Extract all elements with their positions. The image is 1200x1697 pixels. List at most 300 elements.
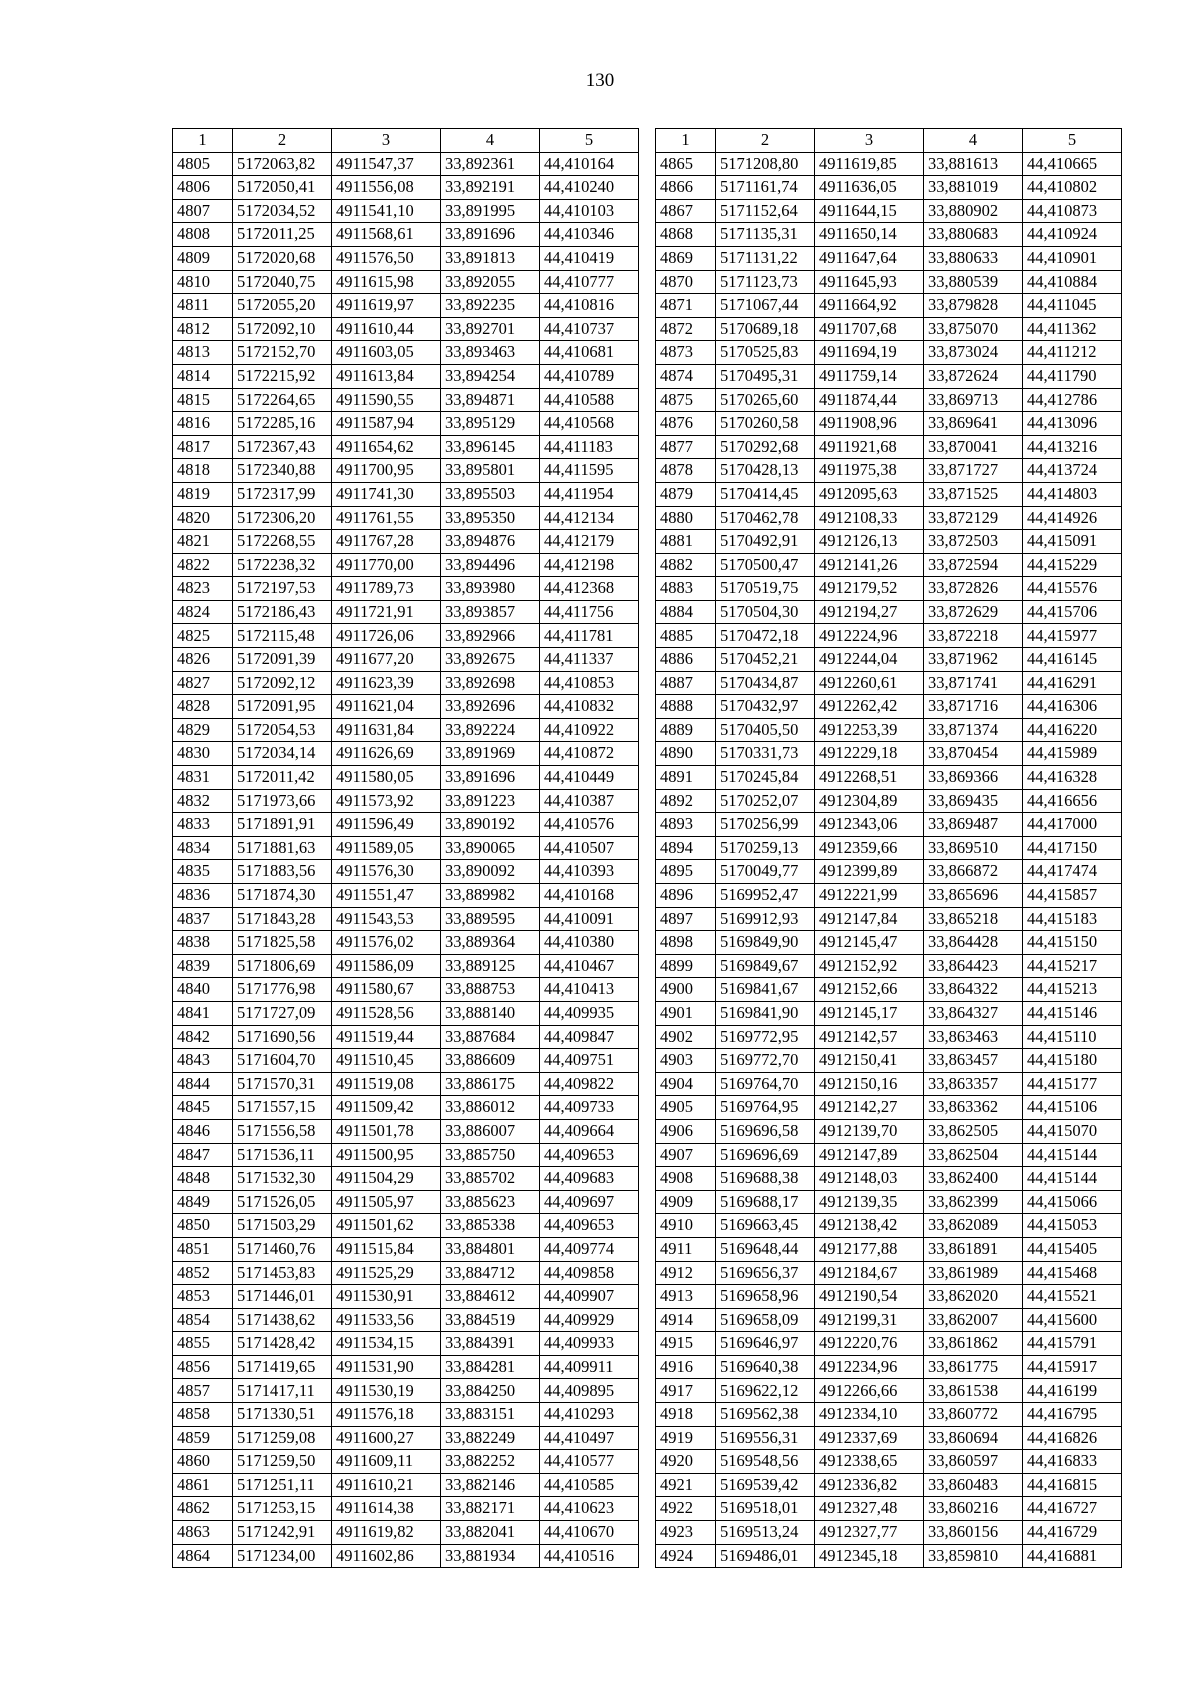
table-cell: 4911619,82 xyxy=(332,1521,441,1545)
table-cell: 4902 xyxy=(656,1025,716,1049)
table-cell: 5171419,65 xyxy=(233,1355,332,1379)
table-cell: 44,410164 xyxy=(540,152,639,176)
table-cell: 5169696,58 xyxy=(716,1119,815,1143)
table-cell: 44,410884 xyxy=(1023,270,1122,294)
table-cell: 5171825,58 xyxy=(233,931,332,955)
table-row xyxy=(173,742,639,766)
table-row xyxy=(656,766,1122,790)
table-row xyxy=(173,978,639,1002)
table-cell: 44,416729 xyxy=(1023,1521,1122,1545)
table-cell: 4911610,44 xyxy=(332,317,441,341)
table-cell: 5171604,70 xyxy=(233,1049,332,1073)
table-cell: 4911874,44 xyxy=(815,388,924,412)
table-cell: 44,412198 xyxy=(540,553,639,577)
table-row xyxy=(173,1025,639,1049)
table-row xyxy=(173,553,639,577)
table-cell: 5169696,69 xyxy=(716,1143,815,1167)
table-cell: 5171874,30 xyxy=(233,884,332,908)
table-cell: 33,872624 xyxy=(924,364,1023,388)
table-cell: 44,415468 xyxy=(1023,1261,1122,1285)
table-cell: 4912399,89 xyxy=(815,860,924,884)
table-cell: 5172092,12 xyxy=(233,671,332,695)
table-row xyxy=(173,1049,639,1073)
table-cell: 33,891969 xyxy=(441,742,540,766)
table-cell: 44,410387 xyxy=(540,789,639,813)
table-cell: 5170432,97 xyxy=(716,695,815,719)
table-cell: 44,411954 xyxy=(540,482,639,506)
table-cell: 4911556,08 xyxy=(332,176,441,200)
table-cell: 5171428,42 xyxy=(233,1332,332,1356)
table-cell: 33,871741 xyxy=(924,671,1023,695)
table-cell: 4852 xyxy=(173,1261,233,1285)
table-cell: 5172063,82 xyxy=(233,152,332,176)
table-cell: 4912145,17 xyxy=(815,1001,924,1025)
table-cell: 33,863357 xyxy=(924,1072,1023,1096)
table-cell: 5170245,84 xyxy=(716,766,815,790)
table-cell: 44,410240 xyxy=(540,176,639,200)
table-cell: 33,861862 xyxy=(924,1332,1023,1356)
table-cell: 4916 xyxy=(656,1355,716,1379)
table-cell: 4921 xyxy=(656,1473,716,1497)
table-cell: 33,882249 xyxy=(441,1426,540,1450)
table-cell: 5170049,77 xyxy=(716,860,815,884)
table-cell: 4812 xyxy=(173,317,233,341)
table-cell: 33,881613 xyxy=(924,152,1023,176)
table-cell: 44,410681 xyxy=(540,341,639,365)
table-cell: 44,414926 xyxy=(1023,506,1122,530)
table-cell: 5172020,68 xyxy=(233,246,332,270)
table-row xyxy=(173,1497,639,1521)
table-cell: 4911519,08 xyxy=(332,1072,441,1096)
table-cell: 44,416220 xyxy=(1023,718,1122,742)
column-header: 1 xyxy=(173,129,233,153)
table-cell: 33,889364 xyxy=(441,931,540,955)
table-cell: 44,410576 xyxy=(540,813,639,837)
table-cell: 5171973,66 xyxy=(233,789,332,813)
table-row xyxy=(173,435,639,459)
table-cell: 5170292,68 xyxy=(716,435,815,459)
table-row xyxy=(173,1261,639,1285)
table-cell: 4877 xyxy=(656,435,716,459)
table-row xyxy=(173,1544,639,1568)
table-row xyxy=(656,1308,1122,1332)
table-cell: 33,896145 xyxy=(441,435,540,459)
table-cell: 33,862089 xyxy=(924,1214,1023,1238)
table-cell: 33,862007 xyxy=(924,1308,1023,1332)
table-cell: 4911589,05 xyxy=(332,836,441,860)
table-cell: 33,889125 xyxy=(441,954,540,978)
table-row xyxy=(656,860,1122,884)
table-cell: 4911726,06 xyxy=(332,624,441,648)
table-cell: 4912266,66 xyxy=(815,1379,924,1403)
table-cell: 5170428,13 xyxy=(716,459,815,483)
table-row xyxy=(656,553,1122,577)
table-row xyxy=(173,1521,639,1545)
table-row xyxy=(656,1237,1122,1261)
table-cell: 44,415989 xyxy=(1023,742,1122,766)
table-cell: 33,863362 xyxy=(924,1096,1023,1120)
table-cell: 5169658,09 xyxy=(716,1308,815,1332)
table-cell: 44,415091 xyxy=(1023,530,1122,554)
table-cell: 5169656,37 xyxy=(716,1261,815,1285)
table-cell: 4920 xyxy=(656,1450,716,1474)
table-cell: 4911626,69 xyxy=(332,742,441,766)
table-row xyxy=(656,412,1122,436)
table-cell: 4911609,11 xyxy=(332,1450,441,1474)
table-cell: 4912244,04 xyxy=(815,648,924,672)
table-row xyxy=(173,648,639,672)
table-cell: 33,892698 xyxy=(441,671,540,695)
table-cell: 33,891696 xyxy=(441,223,540,247)
table-row xyxy=(656,530,1122,554)
table-cell: 4911543,53 xyxy=(332,907,441,931)
table-row xyxy=(656,152,1122,176)
table-cell: 33,884281 xyxy=(441,1355,540,1379)
table-cell: 4922 xyxy=(656,1497,716,1521)
table-cell: 5169646,97 xyxy=(716,1332,815,1356)
table-row xyxy=(656,624,1122,648)
table-cell: 44,416199 xyxy=(1023,1379,1122,1403)
table-cell: 4846 xyxy=(173,1119,233,1143)
table-row xyxy=(173,364,639,388)
table-cell: 5171259,50 xyxy=(233,1450,332,1474)
table-cell: 44,416656 xyxy=(1023,789,1122,813)
table-cell: 4874 xyxy=(656,364,716,388)
table-cell: 4876 xyxy=(656,412,716,436)
table-cell: 5170495,31 xyxy=(716,364,815,388)
table-cell: 5172186,43 xyxy=(233,600,332,624)
table-cell: 4892 xyxy=(656,789,716,813)
table-cell: 44,411337 xyxy=(540,648,639,672)
table-cell: 44,415053 xyxy=(1023,1214,1122,1238)
table-cell: 33,871716 xyxy=(924,695,1023,719)
table-cell: 4911664,92 xyxy=(815,294,924,318)
table-row xyxy=(656,223,1122,247)
table-cell: 5169688,38 xyxy=(716,1167,815,1191)
table-cell: 4911636,05 xyxy=(815,176,924,200)
table-cell: 4911789,73 xyxy=(332,577,441,601)
table-cell: 5169648,44 xyxy=(716,1237,815,1261)
table-row xyxy=(656,695,1122,719)
table-cell: 33,869487 xyxy=(924,813,1023,837)
table-cell: 44,415217 xyxy=(1023,954,1122,978)
table-row xyxy=(173,388,639,412)
table-cell: 4911650,14 xyxy=(815,223,924,247)
table-cell: 44,415146 xyxy=(1023,1001,1122,1025)
table-cell: 5169688,17 xyxy=(716,1190,815,1214)
table-row xyxy=(173,1167,639,1191)
table-cell: 4870 xyxy=(656,270,716,294)
table-cell: 4911610,21 xyxy=(332,1473,441,1497)
table-cell: 4911515,84 xyxy=(332,1237,441,1261)
table-cell: 44,415576 xyxy=(1023,577,1122,601)
table-cell: 4912095,63 xyxy=(815,482,924,506)
table-cell: 44,412786 xyxy=(1023,388,1122,412)
table-cell: 4912148,03 xyxy=(815,1167,924,1191)
table-cell: 33,893980 xyxy=(441,577,540,601)
table-cell: 4837 xyxy=(173,907,233,931)
table-cell: 33,862504 xyxy=(924,1143,1023,1167)
table-cell: 44,411595 xyxy=(540,459,639,483)
table-cell: 5171152,64 xyxy=(716,199,815,223)
table-cell: 44,410419 xyxy=(540,246,639,270)
table-cell: 4839 xyxy=(173,954,233,978)
table-cell: 44,415600 xyxy=(1023,1308,1122,1332)
table-row xyxy=(173,1450,639,1474)
table-cell: 33,864322 xyxy=(924,978,1023,1002)
table-row xyxy=(173,270,639,294)
table-row xyxy=(656,1332,1122,1356)
table-cell: 4896 xyxy=(656,884,716,908)
table-cell: 33,884612 xyxy=(441,1285,540,1309)
table-cell: 44,409933 xyxy=(540,1332,639,1356)
table-cell: 33,894254 xyxy=(441,364,540,388)
table-cell: 44,415066 xyxy=(1023,1190,1122,1214)
table-cell: 4912142,27 xyxy=(815,1096,924,1120)
table-cell: 5171259,08 xyxy=(233,1426,332,1450)
table-cell: 4816 xyxy=(173,412,233,436)
table-cell: 44,410873 xyxy=(1023,199,1122,223)
table-cell: 5170492,91 xyxy=(716,530,815,554)
table-cell: 5172050,41 xyxy=(233,176,332,200)
table-cell: 33,880902 xyxy=(924,199,1023,223)
table-row xyxy=(656,1403,1122,1427)
table-cell: 5172034,14 xyxy=(233,742,332,766)
table-cell: 4824 xyxy=(173,600,233,624)
table-cell: 5170252,07 xyxy=(716,789,815,813)
table-cell: 4912253,39 xyxy=(815,718,924,742)
table-cell: 5172091,39 xyxy=(233,648,332,672)
table-cell: 44,410816 xyxy=(540,294,639,318)
table-cell: 33,892224 xyxy=(441,718,540,742)
table-cell: 44,409697 xyxy=(540,1190,639,1214)
table-cell: 5170504,30 xyxy=(716,600,815,624)
table-row xyxy=(656,459,1122,483)
table-cell: 4889 xyxy=(656,718,716,742)
table-cell: 4911694,19 xyxy=(815,341,924,365)
table-cell: 4912152,92 xyxy=(815,954,924,978)
table-cell: 33,872594 xyxy=(924,553,1023,577)
table-row xyxy=(656,482,1122,506)
table-cell: 44,411045 xyxy=(1023,294,1122,318)
table-cell: 5172054,53 xyxy=(233,718,332,742)
table-row xyxy=(173,789,639,813)
table-cell: 44,415229 xyxy=(1023,553,1122,577)
table-cell: 4912229,18 xyxy=(815,742,924,766)
table-cell: 4881 xyxy=(656,530,716,554)
table-cell: 4907 xyxy=(656,1143,716,1167)
table-cell: 33,892235 xyxy=(441,294,540,318)
table-cell: 33,862020 xyxy=(924,1285,1023,1309)
table-row xyxy=(173,836,639,860)
table-cell: 4912147,84 xyxy=(815,907,924,931)
table-cell: 4912199,31 xyxy=(815,1308,924,1332)
table-cell: 4912359,66 xyxy=(815,836,924,860)
table-row xyxy=(656,1049,1122,1073)
table-cell: 33,861989 xyxy=(924,1261,1023,1285)
table-cell: 4918 xyxy=(656,1403,716,1427)
table-cell: 33,869713 xyxy=(924,388,1023,412)
table-cell: 44,415144 xyxy=(1023,1143,1122,1167)
table-cell: 4912262,42 xyxy=(815,695,924,719)
table-cell: 44,415177 xyxy=(1023,1072,1122,1096)
table-cell: 5171251,11 xyxy=(233,1473,332,1497)
table-cell: 5169764,95 xyxy=(716,1096,815,1120)
table-row xyxy=(656,954,1122,978)
table-cell: 33,863463 xyxy=(924,1025,1023,1049)
table-cell: 44,410588 xyxy=(540,388,639,412)
table-cell: 44,410168 xyxy=(540,884,639,908)
table-cell: 5171234,00 xyxy=(233,1544,332,1568)
table-cell: 44,415183 xyxy=(1023,907,1122,931)
table-cell: 44,415857 xyxy=(1023,884,1122,908)
table-cell: 5170256,99 xyxy=(716,813,815,837)
table-cell: 33,888753 xyxy=(441,978,540,1002)
table-cell: 4893 xyxy=(656,813,716,837)
table-row xyxy=(656,1450,1122,1474)
table-cell: 4911647,64 xyxy=(815,246,924,270)
table-row xyxy=(173,1308,639,1332)
table-cell: 4912150,41 xyxy=(815,1049,924,1073)
table-row xyxy=(656,1167,1122,1191)
table-cell: 44,409664 xyxy=(540,1119,639,1143)
table-cell: 4888 xyxy=(656,695,716,719)
table-cell: 4912234,96 xyxy=(815,1355,924,1379)
table-cell: 4912141,26 xyxy=(815,553,924,577)
table-cell: 4911619,85 xyxy=(815,152,924,176)
table-cell: 33,884519 xyxy=(441,1308,540,1332)
table-cell: 4891 xyxy=(656,766,716,790)
table-cell: 4835 xyxy=(173,860,233,884)
table-cell: 4912336,82 xyxy=(815,1473,924,1497)
table-row xyxy=(656,1497,1122,1521)
table-cell: 44,413724 xyxy=(1023,459,1122,483)
table-cell: 44,415110 xyxy=(1023,1025,1122,1049)
table-body xyxy=(173,152,639,1568)
table-cell: 4842 xyxy=(173,1025,233,1049)
table-cell: 44,416328 xyxy=(1023,766,1122,790)
table-cell: 4911509,42 xyxy=(332,1096,441,1120)
table-cell: 5170265,60 xyxy=(716,388,815,412)
table-cell: 4911759,14 xyxy=(815,364,924,388)
table-cell: 4912220,76 xyxy=(815,1332,924,1356)
table-cell: 4838 xyxy=(173,931,233,955)
table-cell: 5172092,10 xyxy=(233,317,332,341)
table-cell: 33,861775 xyxy=(924,1355,1023,1379)
table-cell: 44,410091 xyxy=(540,907,639,931)
table-cell: 4912194,27 xyxy=(815,600,924,624)
table-cell: 5170525,83 xyxy=(716,341,815,365)
table-cell: 4912304,89 xyxy=(815,789,924,813)
table-cell: 44,417150 xyxy=(1023,836,1122,860)
table-cell: 4856 xyxy=(173,1355,233,1379)
table-row xyxy=(173,246,639,270)
table-row xyxy=(173,1143,639,1167)
column-header: 2 xyxy=(233,129,332,153)
table-header xyxy=(656,129,1122,153)
table-cell: 33,869366 xyxy=(924,766,1023,790)
table-cell: 5171532,30 xyxy=(233,1167,332,1191)
table-row xyxy=(656,1214,1122,1238)
table-cell: 33,879828 xyxy=(924,294,1023,318)
table-cell: 33,870041 xyxy=(924,435,1023,459)
table-row xyxy=(173,954,639,978)
table-cell: 5171570,31 xyxy=(233,1072,332,1096)
table-cell: 4873 xyxy=(656,341,716,365)
table-cell: 33,893857 xyxy=(441,600,540,624)
table-cell: 4912268,51 xyxy=(815,766,924,790)
table-cell: 5171503,29 xyxy=(233,1214,332,1238)
table-row xyxy=(173,530,639,554)
table-cell: 4819 xyxy=(173,482,233,506)
table-cell: 4833 xyxy=(173,813,233,837)
table-cell: 33,895350 xyxy=(441,506,540,530)
table-cell: 4830 xyxy=(173,742,233,766)
table-cell: 44,415977 xyxy=(1023,624,1122,648)
table-row xyxy=(173,931,639,955)
table-cell: 4924 xyxy=(656,1544,716,1568)
table-cell: 5169622,12 xyxy=(716,1379,815,1403)
table-cell: 4836 xyxy=(173,884,233,908)
table-cell: 4912338,65 xyxy=(815,1450,924,1474)
table-row xyxy=(656,1072,1122,1096)
table-cell: 44,410737 xyxy=(540,317,639,341)
table-cell: 44,409847 xyxy=(540,1025,639,1049)
table-row xyxy=(173,624,639,648)
table-cell: 4817 xyxy=(173,435,233,459)
table-cell: 44,416826 xyxy=(1023,1426,1122,1450)
table-cell: 44,416833 xyxy=(1023,1450,1122,1474)
table-cell: 4875 xyxy=(656,388,716,412)
table-cell: 33,891696 xyxy=(441,766,540,790)
table-cell: 4912138,42 xyxy=(815,1214,924,1238)
table-cell: 4912142,57 xyxy=(815,1025,924,1049)
table-cell: 4912 xyxy=(656,1261,716,1285)
table-cell: 4911504,29 xyxy=(332,1167,441,1191)
table-cell: 44,413216 xyxy=(1023,435,1122,459)
table-cell: 4911644,15 xyxy=(815,199,924,223)
table-cell: 4840 xyxy=(173,978,233,1002)
column-header: 5 xyxy=(1023,129,1122,153)
table-cell: 4911576,18 xyxy=(332,1403,441,1427)
table-row xyxy=(173,1119,639,1143)
table-cell: 44,416795 xyxy=(1023,1403,1122,1427)
table-row xyxy=(173,459,639,483)
column-header: 4 xyxy=(441,129,540,153)
table-cell: 5169764,70 xyxy=(716,1072,815,1096)
table-cell: 5171135,31 xyxy=(716,223,815,247)
table-cell: 4912345,18 xyxy=(815,1544,924,1568)
table-cell: 4911576,02 xyxy=(332,931,441,955)
table-cell: 4923 xyxy=(656,1521,716,1545)
table-cell: 44,415213 xyxy=(1023,978,1122,1002)
table-cell: 4911551,47 xyxy=(332,884,441,908)
column-header: 2 xyxy=(716,129,815,153)
table-cell: 4867 xyxy=(656,199,716,223)
table-row xyxy=(656,907,1122,931)
table-cell: 4858 xyxy=(173,1403,233,1427)
table-row xyxy=(173,884,639,908)
table-row xyxy=(656,1521,1122,1545)
table-cell: 44,411790 xyxy=(1023,364,1122,388)
table-cell: 33,872218 xyxy=(924,624,1023,648)
table-row xyxy=(173,1379,639,1403)
table-cell: 5172197,53 xyxy=(233,577,332,601)
table-cell: 4868 xyxy=(656,223,716,247)
table-cell: 4864 xyxy=(173,1544,233,1568)
table-cell: 5171446,01 xyxy=(233,1285,332,1309)
table-row xyxy=(173,506,639,530)
